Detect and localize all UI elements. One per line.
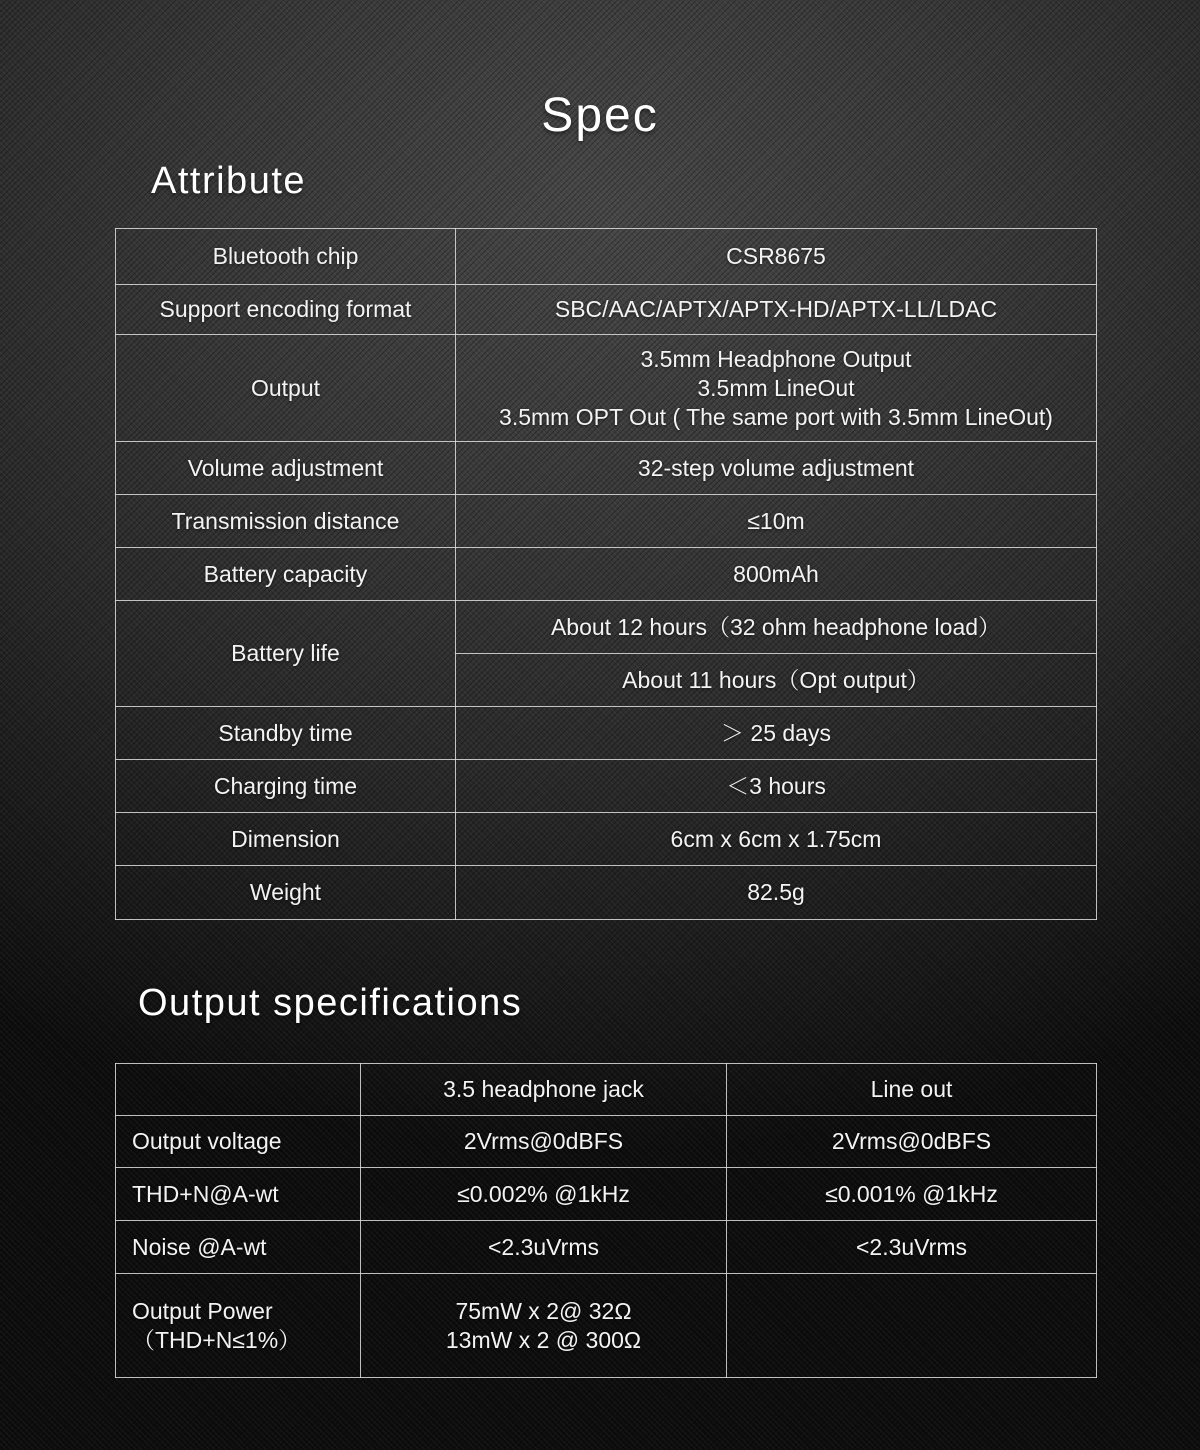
output-value-line: 75mW x 2@ 32Ω xyxy=(455,1297,632,1324)
output-section-heading: Output specifications xyxy=(138,982,523,1024)
attr-value: ≤10m xyxy=(456,495,1097,548)
attr-label: Transmission distance xyxy=(116,495,456,548)
attr-label: Bluetooth chip xyxy=(116,229,456,285)
attr-value: ＞ 25 days xyxy=(456,707,1097,760)
table-row xyxy=(116,866,1097,920)
attr-label: Dimension xyxy=(116,813,456,866)
table-row xyxy=(116,601,1097,654)
output-value-lineout xyxy=(727,1274,1097,1378)
attr-label: Charging time xyxy=(116,760,456,813)
table-row xyxy=(116,335,1097,442)
output-value-lineout: <2.3uVrms xyxy=(727,1221,1097,1274)
output-label-line: （THD+N≤1%） xyxy=(132,1326,302,1353)
attr-label: Support encoding format xyxy=(116,285,456,335)
output-row-label: Output voltage xyxy=(116,1116,361,1168)
table-row xyxy=(116,707,1097,760)
attribute-table xyxy=(115,228,1097,920)
table-row xyxy=(116,1116,1097,1168)
attr-value: ＜3 hours xyxy=(456,760,1097,813)
output-specifications-table xyxy=(115,1063,1097,1378)
attribute-section-heading: Attribute xyxy=(151,160,307,202)
table-row xyxy=(116,1221,1097,1274)
attr-value-line: 3.5mm OPT Out ( The same port with 3.5mm LineOut) xyxy=(499,403,1053,430)
attr-value: About 12 hours（32 ohm headphone load） xyxy=(456,601,1097,654)
attr-value: 6cm x 6cm x 1.75cm xyxy=(456,813,1097,866)
attr-value: About 11 hours（Opt output） xyxy=(456,654,1097,707)
table-row xyxy=(116,229,1097,285)
attr-value-line: 3.5mm Headphone Output xyxy=(640,345,912,372)
attr-value: SBC/AAC/APTX/APTX-HD/APTX-LL/LDAC xyxy=(456,285,1097,335)
table-row xyxy=(116,813,1097,866)
attr-value xyxy=(456,335,1097,442)
output-value-headphone: ≤0.002% @1kHz xyxy=(361,1168,727,1221)
attr-label: Battery life xyxy=(116,601,456,707)
attr-label: Output xyxy=(116,335,456,442)
output-value-lineout: 2Vrms@0dBFS xyxy=(727,1116,1097,1168)
output-value-line: 13mW x 2 @ 300Ω xyxy=(445,1326,642,1353)
page-title: Spec xyxy=(541,89,659,142)
attr-label: Volume adjustment xyxy=(116,442,456,495)
attr-value-line: 3.5mm LineOut xyxy=(697,374,855,401)
table-row xyxy=(116,442,1097,495)
table-header-row xyxy=(116,1064,1097,1116)
table-row xyxy=(116,760,1097,813)
output-row-label: THD+N@A-wt xyxy=(116,1168,361,1221)
attr-value: 800mAh xyxy=(456,548,1097,601)
output-row-label xyxy=(116,1274,361,1378)
output-value-lineout: ≤0.001% @1kHz xyxy=(727,1168,1097,1221)
output-value-headphone: <2.3uVrms xyxy=(361,1221,727,1274)
attr-label: Standby time xyxy=(116,707,456,760)
attr-label: Battery capacity xyxy=(116,548,456,601)
output-value-headphone: 2Vrms@0dBFS xyxy=(361,1116,727,1168)
output-value-headphone xyxy=(361,1274,727,1378)
corner-cell xyxy=(116,1064,361,1116)
table-row xyxy=(116,285,1097,335)
table-row xyxy=(116,1274,1097,1378)
attr-value: CSR8675 xyxy=(456,229,1097,285)
output-row-label: Noise @A-wt xyxy=(116,1221,361,1274)
column-header-headphone-jack: 3.5 headphone jack xyxy=(361,1064,727,1116)
column-header-line-out: Line out xyxy=(727,1064,1097,1116)
attr-value: 32-step volume adjustment xyxy=(456,442,1097,495)
attr-label: Weight xyxy=(116,866,456,920)
table-row xyxy=(116,495,1097,548)
table-row xyxy=(116,1168,1097,1221)
output-label-line: Output Power xyxy=(132,1297,273,1324)
table-row xyxy=(116,548,1097,601)
attr-value: 82.5g xyxy=(456,866,1097,920)
